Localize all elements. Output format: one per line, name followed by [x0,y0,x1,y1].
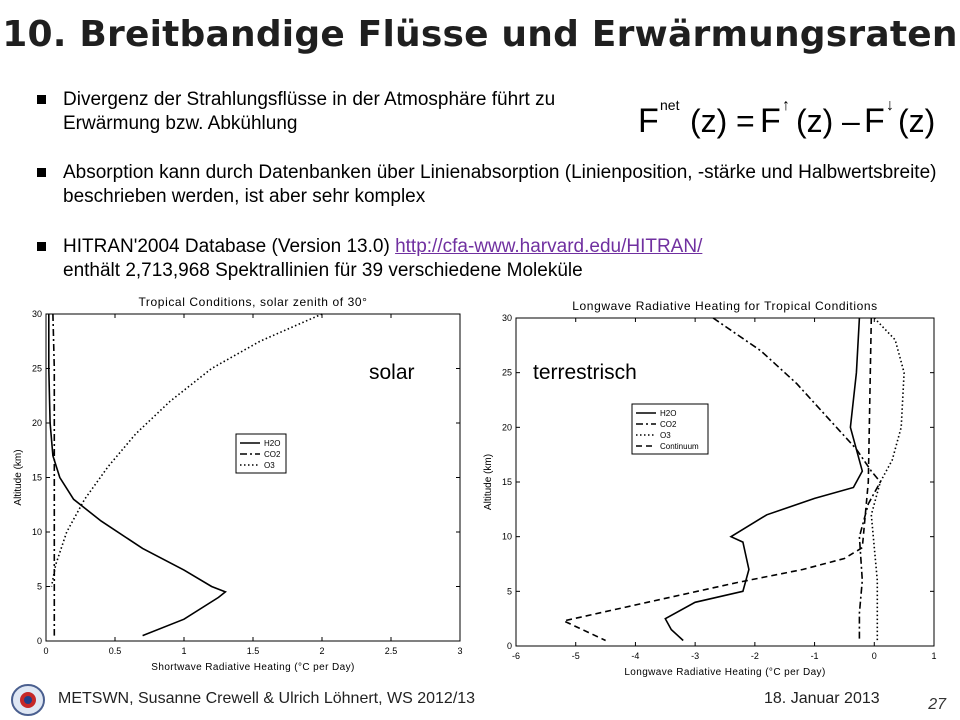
formula-down-arrow: ↓ [886,97,894,114]
y-tick-label: 20 [501,422,512,433]
slide-title: 10. Breitbandige Flüsse und Erwärmungsraten [2,14,958,55]
university-logo-icon [8,682,48,718]
legend-entry: Continuum [660,442,699,451]
x-tick-label: 1 [931,651,937,661]
formula-arg-2: (z) [796,103,834,139]
x-axis-label: Shortwave Radiative Heating (°C per Day) [151,662,355,673]
y-tick-label: 20 [31,418,42,428]
formula-up-arrow: ↑ [782,97,790,114]
y-axis-label: Altitude (km) [483,453,494,511]
formula-minus: – [842,103,860,139]
bullet-marker [37,242,46,251]
x-tick-label: -6 [511,651,521,661]
y-tick-label: 30 [501,313,512,323]
legend-entry: CO2 [264,450,281,459]
x-tick-label: -3 [691,651,700,661]
shortwave-heating-chart [4,284,494,680]
bullet-text: Absorption kann durch Datenbanken über Linienabsorption (Linienposition, -stärke und Halbwertsbreite) beschrieben werden, ist aber sehr komplex [63,162,937,207]
legend-entry: CO2 [660,420,677,429]
legend-entry: H2O [264,439,281,448]
y-tick-label: 10 [501,531,512,542]
bullet-text: Divergenz der Strahlungsflüsse in der Atmosphäre führt zu Erwärmung bzw. Abkühlung [63,89,556,134]
footer-authors: METSWN, Susanne Crewell & Ulrich Löhnert, WS 2012/13 [58,690,476,707]
x-tick-label: 0.5 [108,646,122,656]
y-tick-label: 25 [501,367,512,378]
y-tick-label: 5 [506,586,512,597]
y-tick-label: 15 [31,472,42,483]
hitran-link[interactable]: http://cfa-www.harvard.edu/HITRAN/ [395,236,703,257]
formula-down-f: F [864,102,885,140]
formula-arg-3: (z) [898,103,936,139]
y-tick-label: 30 [31,309,42,319]
longwave-heating-chart [482,286,956,684]
formula-up-f: F [760,102,781,140]
x-tick-label: -1 [810,651,819,661]
formula-lhs-sup: net [660,97,680,113]
formula-lhs: F [638,102,659,140]
y-axis-label: Altitude (km) [13,449,24,506]
x-tick-label: 0 [871,651,877,661]
x-tick-label: 1 [181,646,187,656]
x-tick-label: 1.5 [246,646,260,656]
label-terrestrial: terrestrisch [533,361,637,384]
y-tick-label: 0 [36,636,42,646]
footer-date: 18. Januar 2013 [764,690,880,707]
net-flux-formula [636,92,936,142]
formula-equals: = [736,103,755,139]
legend-entry: O3 [264,461,275,470]
chart-background [4,284,494,680]
label-solar: solar [369,361,415,384]
bullet-marker [37,95,46,104]
x-tick-label: 2.5 [384,646,398,656]
x-tick-label: -4 [631,651,640,661]
page-number: 27 [928,696,946,713]
bullet-divergence [63,88,608,136]
x-tick-label: -2 [750,651,759,661]
chart-title: Longwave Radiative Heating for Tropical Conditions [572,299,878,313]
formula-arg-1: (z) [690,103,728,139]
bullet-text-before: HITRAN'2004 Database (Version 13.0) [63,236,390,257]
x-axis-label: Longwave Radiative Heating (°C per Day) [624,667,826,678]
y-tick-label: 25 [31,363,42,374]
legend-entry: O3 [660,431,671,440]
bullet-hitran [63,235,939,283]
y-tick-label: 10 [31,527,42,537]
chart-background [482,286,956,684]
bullet-absorption [63,161,939,209]
y-tick-label: 0 [506,641,512,651]
bullet-text-after: enthält 2,713,968 Spektrallinien für 39 verschiedene Moleküle [63,260,583,281]
x-tick-label: 0 [43,646,49,656]
x-tick-label: 2 [319,646,325,656]
legend-entry: H2O [660,409,677,418]
x-tick-label: 3 [457,646,463,656]
y-tick-label: 5 [36,581,42,592]
x-tick-label: -5 [571,651,580,661]
chart-title: Tropical Conditions, solar zenith of 30° [138,295,368,309]
y-tick-label: 15 [501,477,512,487]
bullet-marker [37,168,46,177]
